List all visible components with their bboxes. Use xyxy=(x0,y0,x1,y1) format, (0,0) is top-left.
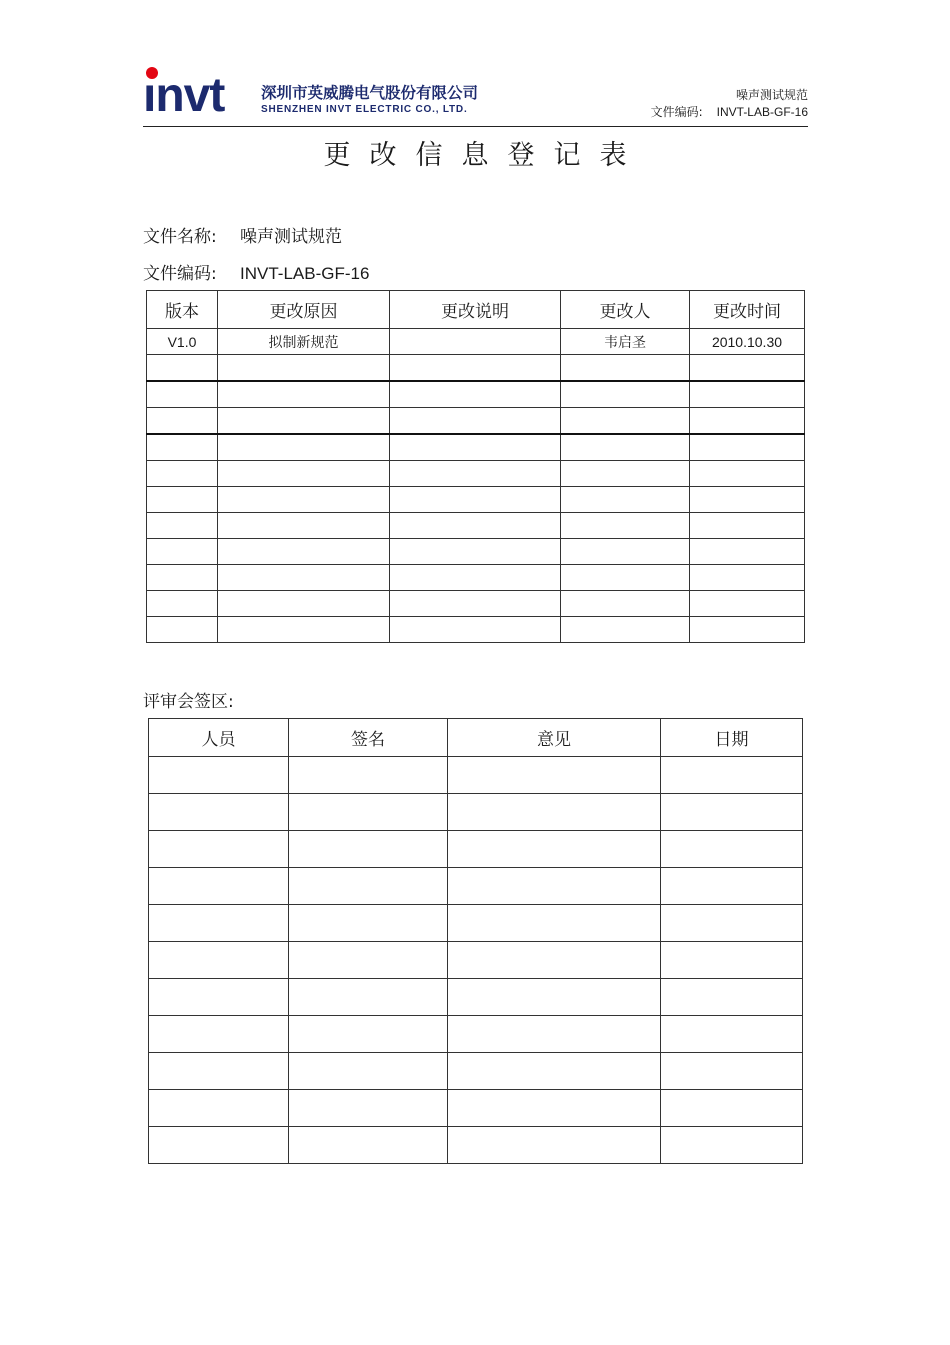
table-row xyxy=(149,1090,803,1127)
table-cell xyxy=(690,487,805,513)
table-cell xyxy=(390,591,561,617)
table-cell xyxy=(390,513,561,539)
table-cell xyxy=(149,757,289,794)
file-name-value: 噪声测试规范 xyxy=(240,227,342,247)
table-cell xyxy=(390,617,561,643)
header-doc-name: 噪声测试规范 xyxy=(735,88,808,102)
table-cell xyxy=(218,434,390,461)
table-cell xyxy=(149,1016,289,1053)
table-cell xyxy=(218,408,390,435)
file-code-line xyxy=(143,259,369,284)
table-cell xyxy=(390,381,561,408)
table-cell xyxy=(661,794,803,831)
table-cell xyxy=(690,617,805,643)
table-cell xyxy=(448,942,661,979)
table-cell xyxy=(448,757,661,794)
table-cell xyxy=(448,1053,661,1090)
table-cell xyxy=(147,487,218,513)
table-cell: 2010.10.30 xyxy=(690,329,805,355)
table-row xyxy=(149,757,803,794)
header-divider xyxy=(143,126,808,127)
table-cell xyxy=(390,408,561,435)
table-cell xyxy=(149,905,289,942)
table-cell xyxy=(390,434,561,461)
table-cell xyxy=(448,905,661,942)
file-code-value: INVT-LAB-GF-16 xyxy=(240,264,370,283)
table-row xyxy=(149,942,803,979)
table-cell xyxy=(661,831,803,868)
table-cell xyxy=(448,868,661,905)
table-row xyxy=(147,434,805,461)
table-cell: 韦启圣 xyxy=(561,329,690,355)
table-cell xyxy=(149,794,289,831)
table-cell xyxy=(448,794,661,831)
table-cell xyxy=(661,1016,803,1053)
table-cell xyxy=(289,794,448,831)
table-row xyxy=(147,381,805,408)
col-header-reason: 更改原因 xyxy=(218,291,390,329)
header-doc-info xyxy=(651,87,808,121)
table-cell xyxy=(390,329,561,355)
table-row xyxy=(149,1053,803,1090)
table-cell xyxy=(561,461,690,487)
table-cell xyxy=(218,539,390,565)
table-cell xyxy=(289,1053,448,1090)
table-cell xyxy=(690,591,805,617)
table-cell xyxy=(690,513,805,539)
col-header-version: 版本 xyxy=(147,291,218,329)
table-cell xyxy=(218,487,390,513)
table-cell xyxy=(561,591,690,617)
review-table-header-row xyxy=(149,719,803,757)
table-cell xyxy=(149,942,289,979)
table-cell xyxy=(289,868,448,905)
table-cell xyxy=(448,979,661,1016)
table-cell xyxy=(218,617,390,643)
table-cell xyxy=(690,461,805,487)
table-cell xyxy=(390,461,561,487)
review-signoff-label: 评审会签区: xyxy=(143,692,234,712)
table-row xyxy=(149,905,803,942)
table-cell xyxy=(289,831,448,868)
table-cell xyxy=(289,1016,448,1053)
table-cell xyxy=(390,539,561,565)
table-cell xyxy=(561,434,690,461)
table-cell xyxy=(218,513,390,539)
company-logo xyxy=(143,66,493,116)
table-cell xyxy=(690,565,805,591)
logo-company-cn: 深圳市英威腾电气股份有限公司 xyxy=(261,84,479,102)
table-cell xyxy=(561,513,690,539)
table-cell xyxy=(149,979,289,1016)
table-cell xyxy=(661,1090,803,1127)
col-header-date: 日期 xyxy=(661,719,803,757)
table-cell xyxy=(147,461,218,487)
table-cell xyxy=(147,617,218,643)
table-cell xyxy=(690,355,805,382)
table-cell xyxy=(561,355,690,382)
table-cell xyxy=(661,979,803,1016)
col-header-changer: 更改人 xyxy=(561,291,690,329)
table-cell xyxy=(390,487,561,513)
table-cell xyxy=(289,757,448,794)
col-header-description: 更改说明 xyxy=(390,291,561,329)
table-cell xyxy=(147,408,218,435)
table-row xyxy=(149,794,803,831)
table-cell xyxy=(661,868,803,905)
table-cell xyxy=(149,1127,289,1164)
header-doc-code-label: 文件编码: xyxy=(650,105,703,119)
table-row xyxy=(147,565,805,591)
table-cell xyxy=(390,565,561,591)
table-cell xyxy=(448,1127,661,1164)
table-cell xyxy=(218,355,390,382)
table-cell xyxy=(661,1127,803,1164)
table-row xyxy=(147,617,805,643)
table-cell xyxy=(690,434,805,461)
logo-company-en: SHENZHEN INVT ELECTRIC CO., LTD. xyxy=(261,104,468,115)
table-row xyxy=(149,1127,803,1164)
table-cell xyxy=(690,539,805,565)
file-code-label: 文件编码: xyxy=(143,264,217,284)
change-record-table xyxy=(146,290,805,643)
table-cell xyxy=(561,617,690,643)
table-cell xyxy=(561,539,690,565)
table-row xyxy=(149,831,803,868)
table-cell xyxy=(690,408,805,435)
table-cell xyxy=(149,1090,289,1127)
table-row xyxy=(147,329,805,355)
table-cell xyxy=(149,868,289,905)
col-header-change-time: 更改时间 xyxy=(690,291,805,329)
review-signoff-table xyxy=(148,718,803,1164)
document-title: 更改信息登记表 xyxy=(323,140,646,171)
table-cell xyxy=(218,381,390,408)
col-header-signature: 签名 xyxy=(289,719,448,757)
table-cell xyxy=(147,513,218,539)
table-cell xyxy=(561,408,690,435)
table-cell xyxy=(561,565,690,591)
table-cell xyxy=(661,1053,803,1090)
table-cell xyxy=(289,979,448,1016)
change-table-header-row xyxy=(147,291,805,329)
table-cell xyxy=(147,539,218,565)
table-cell xyxy=(147,381,218,408)
table-cell xyxy=(147,565,218,591)
table-cell xyxy=(448,1016,661,1053)
table-cell xyxy=(149,1053,289,1090)
table-row xyxy=(149,1016,803,1053)
table-cell xyxy=(661,905,803,942)
table-cell xyxy=(218,565,390,591)
table-cell xyxy=(289,905,448,942)
table-cell xyxy=(561,381,690,408)
table-cell xyxy=(289,1127,448,1164)
table-cell xyxy=(218,591,390,617)
table-cell xyxy=(661,942,803,979)
table-cell xyxy=(448,831,661,868)
file-name-line xyxy=(143,222,342,247)
col-header-opinion: 意见 xyxy=(448,719,661,757)
table-row xyxy=(147,355,805,382)
table-row xyxy=(149,979,803,1016)
table-cell xyxy=(289,942,448,979)
table-row xyxy=(147,539,805,565)
table-cell: 拟制新规范 xyxy=(218,329,390,355)
table-cell xyxy=(147,355,218,382)
table-cell xyxy=(149,831,289,868)
col-header-personnel: 人员 xyxy=(149,719,289,757)
table-cell xyxy=(448,1090,661,1127)
table-row xyxy=(147,487,805,513)
logo-wordmark: ınvt xyxy=(143,69,225,116)
table-cell xyxy=(690,381,805,408)
table-row xyxy=(147,513,805,539)
table-cell xyxy=(147,591,218,617)
table-cell xyxy=(147,434,218,461)
table-cell xyxy=(390,355,561,382)
table-cell xyxy=(661,757,803,794)
table-row xyxy=(149,868,803,905)
table-cell: V1.0 xyxy=(147,329,218,355)
table-cell xyxy=(561,487,690,513)
file-name-label: 文件名称: xyxy=(143,227,217,247)
table-row xyxy=(147,461,805,487)
table-row xyxy=(147,408,805,435)
table-row xyxy=(147,591,805,617)
table-cell xyxy=(289,1090,448,1127)
table-cell xyxy=(218,461,390,487)
header-doc-code xyxy=(651,104,808,121)
header-doc-code-value: INVT-LAB-GF-16 xyxy=(716,105,808,119)
